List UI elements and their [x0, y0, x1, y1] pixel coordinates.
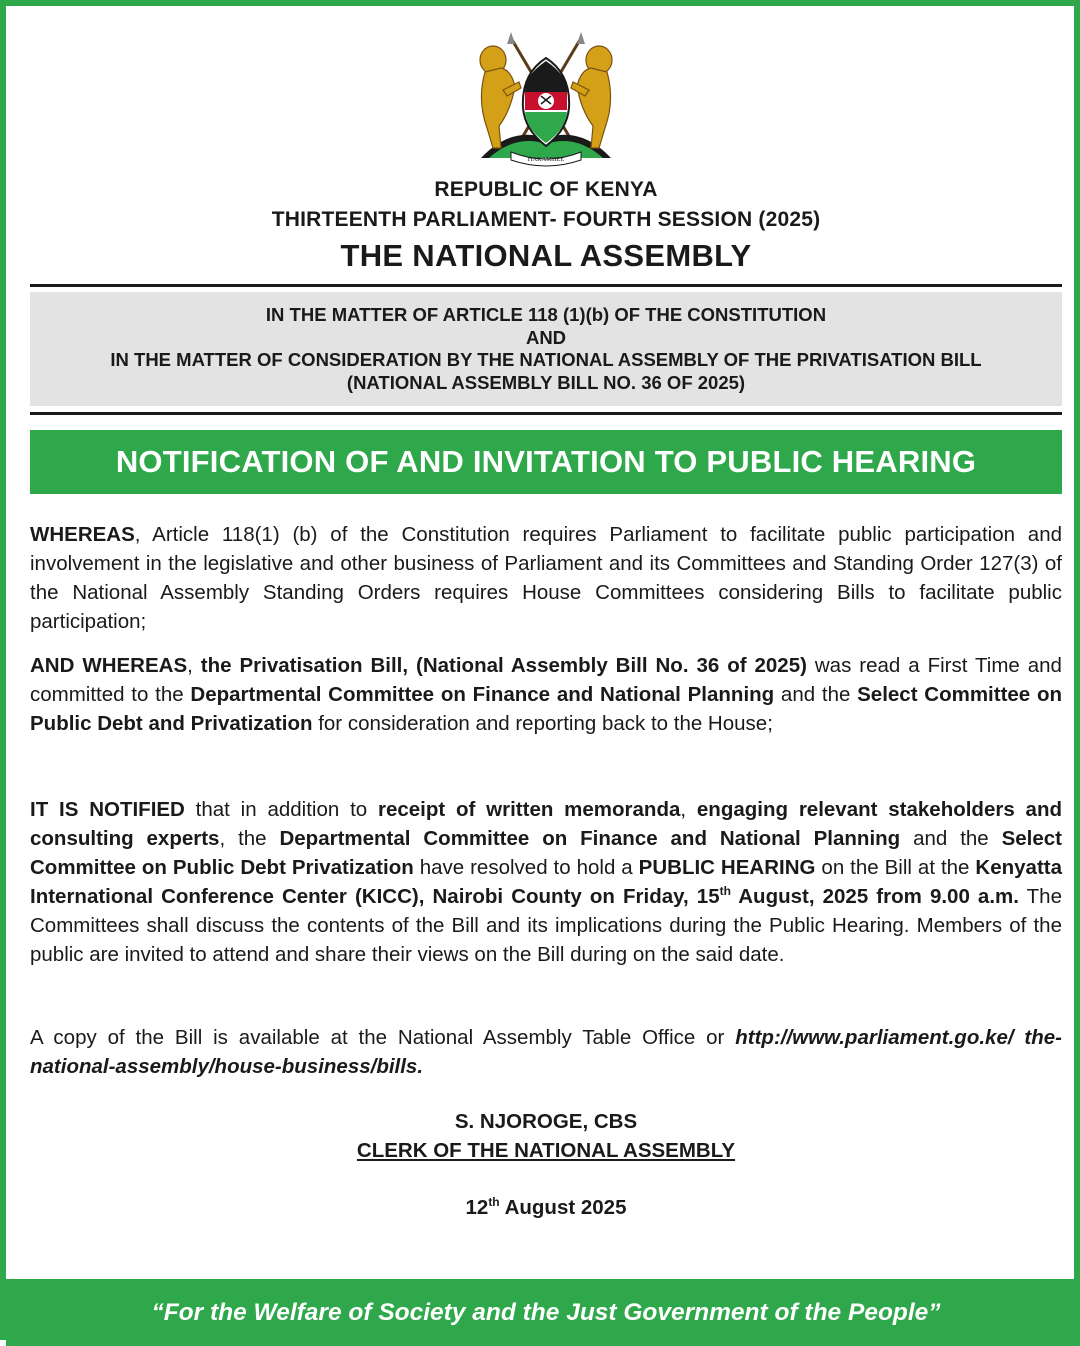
signatory-title: CLERK OF THE NATIONAL ASSEMBLY — [356, 1139, 736, 1162]
whereas-text: , Article 118(1) (b) of the Constitution requires Parliament to facilitate public participation and involvement in the legislative and other business of Parliament and its Committees and Standing Order 127(3) of the National Assembly Standing Orders requires House Committees considering Bills to facilitate public participation; — [30, 523, 1062, 633]
bill-name: the Privatisation Bill, (National Assembly Bill No. 36 of 2025) — [200, 654, 807, 677]
matter-line-3: IN THE MATTER OF CONSIDERATION BY THE NATIONAL ASSEMBLY OF THE PRIVATISATION BILL — [110, 349, 982, 370]
text-span: on the Bill at the — [815, 856, 976, 879]
debt-committee: Select Committee on Public Debt Privatization — [30, 827, 1062, 879]
matter-line-4: (NATIONAL ASSEMBLY BILL NO. 36 OF 2025) — [346, 371, 746, 393]
signatory-name: S. NJOROGE, CBS — [454, 1110, 638, 1133]
matter-line-1: IN THE MATTER OF ARTICLE 118 (1)(b) OF THE CONSTITUTION — [265, 304, 827, 325]
kenya-coat-of-arms-icon — [471, 30, 621, 168]
whereas-lead: WHEREAS — [30, 523, 135, 546]
notice-banner: NOTIFICATION OF AND INVITATION TO PUBLIC HEARING — [30, 430, 1062, 494]
hearing-date: August, 2025 from 9.00 a.m. — [730, 885, 1019, 908]
whereas-paragraph — [30, 520, 1062, 636]
date-month-year: August 2025 — [499, 1196, 627, 1219]
bill-copy-paragraph — [30, 1023, 1062, 1081]
debt-committee: Select Committee on Public Debt and Privatization — [30, 683, 1062, 735]
text-span: was read a First Time and committed to the — [30, 654, 1062, 706]
text-span: have resolved to hold a — [413, 856, 639, 879]
text-span: that in addition to — [184, 798, 378, 821]
text-span: for consideration and reporting back to the House; — [312, 712, 773, 735]
text-span: , — [680, 798, 697, 821]
matter-box — [30, 292, 1062, 406]
stakeholders-phrase: engaging relevant stakeholders and consulting experts — [30, 798, 1062, 850]
public-hearing-phrase: PUBLIC HEARING — [638, 856, 816, 879]
text-span: , the — [219, 827, 280, 850]
crest-motto: HARAMBEE — [527, 156, 565, 163]
date-suffix: th — [488, 1195, 500, 1209]
finance-committee: Departmental Committee on Finance and National Planning — [279, 827, 901, 850]
matter-line-2: AND — [525, 326, 567, 348]
footer-motto: “For the Welfare of Society and the Just Government of the People” — [6, 1279, 1080, 1346]
notified-lead: IT IS NOTIFIED — [30, 798, 185, 821]
republic-heading: REPUBLIC OF KENYA — [434, 178, 658, 201]
assembly-title: THE NATIONAL ASSEMBLY — [340, 238, 752, 273]
text-span: and the — [774, 683, 858, 706]
notified-paragraph — [30, 795, 1062, 969]
text-span: A copy of the Bill is available at the National Assembly Table Office or — [30, 1026, 736, 1049]
date-day: 12 — [465, 1196, 489, 1219]
parliament-bills-link[interactable]: http://www.parliament.go.ke/ the-national-assembly/house-business/bills. — [30, 1026, 1062, 1078]
text-span: The Committees shall discuss the contents of the Bill and its implications during the Public Hearing. Members of the public are invited to attend and share their views on the Bill during on the said date. — [30, 885, 1062, 966]
session-heading: THIRTEENTH PARLIAMENT- FOURTH SESSION (2025) — [271, 208, 821, 231]
text-span: , — [187, 654, 201, 677]
finance-committee: Departmental Committee on Finance and National Planning — [190, 683, 775, 706]
notice-date — [6, 1196, 1080, 1220]
text-span: and the — [900, 827, 1002, 850]
and-whereas-paragraph — [30, 651, 1062, 738]
divider-bottom — [30, 412, 1062, 415]
date-suffix: th — [719, 884, 731, 898]
divider-top — [30, 284, 1062, 287]
venue-phrase: Kenyatta International Conference Center (KICC), Nairobi County on Friday, 15 — [30, 856, 1063, 908]
and-whereas-lead: AND WHEREAS — [30, 654, 188, 677]
memoranda-phrase: receipt of written memoranda — [377, 798, 681, 821]
